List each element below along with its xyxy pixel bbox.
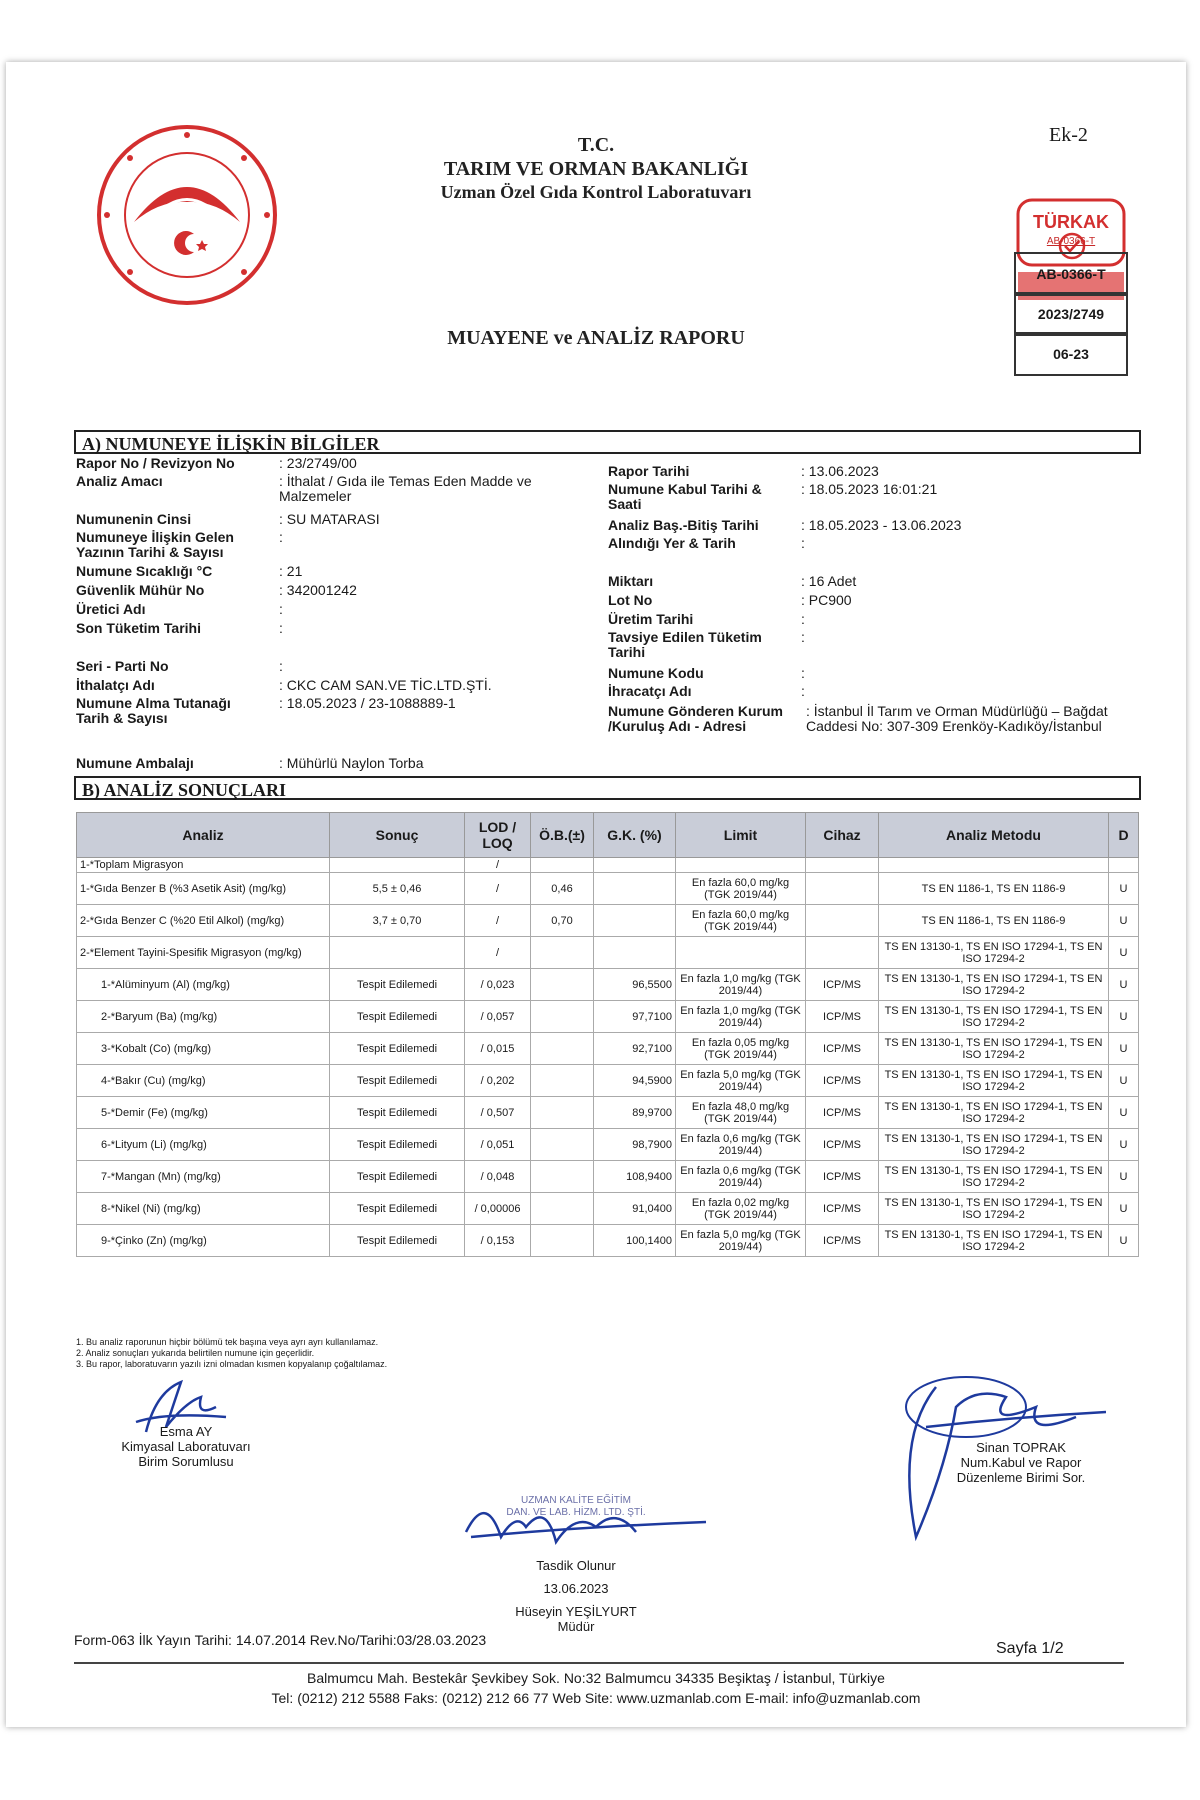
table-row (77, 1097, 1139, 1129)
cell-lod: / 0,00006 (465, 1193, 531, 1225)
table-row (77, 1193, 1139, 1225)
section-b-title: B) ANALİZ SONUÇLARI (74, 776, 1141, 800)
cell-lod: / (465, 873, 531, 905)
cell-gk: 100,1400 (594, 1225, 676, 1257)
label-analiz-tarih: Analiz Baş.-Bitiş Tarihi (608, 517, 759, 533)
turkak-code: AB-0366-T (1046, 236, 1096, 247)
cell-gk (594, 858, 676, 873)
table-row (77, 905, 1139, 937)
col-metod: Analiz Metodu (879, 813, 1109, 858)
ek-label: Ek-2 (1049, 124, 1088, 146)
value-kabul-tarihi: : 18.05.2023 16:01:21 (801, 481, 938, 497)
value-numune-cinsi: : SU MATARASI (279, 511, 380, 527)
cell-gk: 98,7900 (594, 1129, 676, 1161)
value-muhur-no: : 342001242 (279, 582, 357, 598)
cell-gk (594, 873, 676, 905)
cell-cihaz: ICP/MS (806, 969, 879, 1001)
cell-d: U (1109, 1001, 1139, 1033)
label-alindigi-yer: Alındığı Yer & Tarih (608, 535, 736, 551)
cell-cihaz: ICP/MS (806, 1193, 879, 1225)
cell-sonuc: 5,5 ± 0,46 (330, 873, 465, 905)
value-analiz-amaci: : İthalat / Gıda ile Temas Eden Madde ve Malzemeler (279, 473, 532, 504)
cell-analiz: 9-*Çinko (Zn) (mg/kg) (77, 1225, 330, 1257)
cell-analiz: 8-*Nikel (Ni) (mg/kg) (77, 1193, 330, 1225)
value-rapor-no: : 23/2749/00 (279, 455, 357, 471)
cell-lod: / 0,015 (465, 1033, 531, 1065)
value-gelen-yazi: : (279, 529, 283, 545)
signature-center (476, 1558, 676, 1634)
cell-analiz: 1-*Gıda Benzer B (%3 Asetik Asit) (mg/kg) (77, 873, 330, 905)
cell-sonuc: Tespit Edilemedi (330, 1065, 465, 1097)
cell-cihaz (806, 873, 879, 905)
cell-metod: TS EN 13130-1, TS EN ISO 17294-1, TS EN ISO 17294-2 (879, 1225, 1109, 1257)
table-row (77, 858, 1139, 873)
cell-d: U (1109, 937, 1139, 969)
cell-gk: 96,5500 (594, 969, 676, 1001)
value-alma-tutanagi: : 18.05.2023 / 23-1088889-1 (279, 695, 456, 711)
value-analiz-tarih: : 18.05.2023 - 13.06.2023 (801, 517, 962, 533)
label-gonderen-kurum: Numune Gönderen Kurum /Kuruluş Adı - Adresi (608, 703, 784, 734)
label-numune-cinsi: Numunenin Cinsi (76, 511, 192, 527)
col-sonuc: Sonuç (330, 813, 465, 858)
cell-d: U (1109, 1065, 1139, 1097)
header-laboratory: Uzman Özel Gıda Kontrol Laboratuvarı (440, 182, 752, 202)
cell-analiz: 6-*Lityum (Li) (mg/kg) (77, 1129, 330, 1161)
cell-sonuc: Tespit Edilemedi (330, 1129, 465, 1161)
cell-limit: En fazla 5,0 mg/kg (TGK 2019/44) (676, 1065, 806, 1097)
cell-metod (879, 858, 1109, 873)
value-alindigi-yer: : (801, 535, 805, 551)
table-row (77, 1161, 1139, 1193)
cell-limit: En fazla 0,05 mg/kg (TGK 2019/44) (676, 1033, 806, 1065)
table-row (77, 873, 1139, 905)
cell-limit (676, 858, 806, 873)
stamp-line: DAN. VE LAB. HİZM. LTD. ŞTİ. (506, 1507, 646, 1518)
label-kabul-tarihi: Numune Kabul Tarihi & Saati (608, 481, 762, 512)
signer-dept: Num.Kabul ve Rapor (960, 1455, 1082, 1470)
table-row (77, 937, 1139, 969)
cell-lod: / 0,048 (465, 1161, 531, 1193)
report-title: MUAYENE ve ANALİZ RAPORU (447, 327, 745, 349)
cell-metod: TS EN 13130-1, TS EN ISO 17294-1, TS EN ISO 17294-2 (879, 969, 1109, 1001)
signer-role: Birim Sorumlusu (138, 1454, 234, 1469)
cell-limit: En fazla 1,0 mg/kg (TGK 2019/44) (676, 1001, 806, 1033)
cell-analiz: 1-*Alüminyum (Al) (mg/kg) (77, 969, 330, 1001)
cell-ob (531, 937, 594, 969)
signer-dept: Kimyasal Laboratuvarı (121, 1439, 251, 1454)
value-son-tuketim: : (279, 620, 283, 636)
value-sicaklik: : 21 (279, 563, 303, 579)
cell-limit: En fazla 0,6 mg/kg (TGK 2019/44) (676, 1161, 806, 1193)
cell-limit (676, 937, 806, 969)
header-line-tc: T.C. (577, 134, 615, 156)
table-row (77, 1225, 1139, 1257)
cell-metod: TS EN 13130-1, TS EN ISO 17294-1, TS EN ISO 17294-2 (879, 937, 1109, 969)
cell-metod: TS EN 13130-1, TS EN ISO 17294-1, TS EN ISO 17294-2 (879, 1065, 1109, 1097)
label-sicaklik: Numune Sıcaklığı °C (76, 563, 213, 579)
cell-metod: TS EN 13130-1, TS EN ISO 17294-1, TS EN ISO 17294-2 (879, 1097, 1109, 1129)
value-ihracatci: : (801, 683, 805, 699)
cell-sonuc: Tespit Edilemedi (330, 1193, 465, 1225)
cell-cihaz: ICP/MS (806, 1001, 879, 1033)
code-accreditation: AB-0366-T (1014, 252, 1128, 296)
cell-ob (531, 1065, 594, 1097)
label-analiz-amaci: Analiz Amacı (76, 473, 163, 489)
label-rapor-no: Rapor No / Revizyon No (76, 455, 235, 471)
cell-ob (531, 1001, 594, 1033)
cell-metod: TS EN 13130-1, TS EN ISO 17294-1, TS EN ISO 17294-2 (879, 1193, 1109, 1225)
cell-cihaz: ICP/MS (806, 1065, 879, 1097)
col-cihaz: Cihaz (806, 813, 879, 858)
header-ministry: TARIM VE ORMAN BAKANLIĞI (443, 158, 749, 180)
cell-sonuc: Tespit Edilemedi (330, 1225, 465, 1257)
cell-analiz: 2-*Element Tayini-Spesifik Migrasyon (mg/kg) (77, 937, 330, 969)
signer-name: Sinan TOPRAK (976, 1440, 1066, 1455)
cell-lod: / (465, 905, 531, 937)
label-ambalaj: Numune Ambalajı (76, 755, 194, 771)
value-numune-kodu: : (801, 665, 805, 681)
cell-d: U (1109, 1033, 1139, 1065)
cell-lod: / 0,057 (465, 1001, 531, 1033)
cell-ob (531, 1193, 594, 1225)
label-lot-no: Lot No (608, 592, 653, 608)
cell-analiz: 2-*Gıda Benzer C (%20 Etil Alkol) (mg/kg) (77, 905, 330, 937)
cell-analiz: 4-*Bakır (Cu) (mg/kg) (77, 1065, 330, 1097)
cell-gk (594, 905, 676, 937)
value-ambalaj: : Mühürlü Naylon Torba (279, 755, 424, 771)
cell-cihaz: ICP/MS (806, 1033, 879, 1065)
cell-d: U (1109, 1225, 1139, 1257)
cell-ob (531, 858, 594, 873)
cell-metod: TS EN 1186-1, TS EN 1186-9 (879, 873, 1109, 905)
cell-d (1109, 858, 1139, 873)
cell-d: U (1109, 873, 1139, 905)
results-body (77, 858, 1139, 1257)
cell-gk: 92,7100 (594, 1033, 676, 1065)
cell-d: U (1109, 1161, 1139, 1193)
value-lot-no: : PC900 (801, 592, 852, 608)
value-gonderen-kurum: : İstanbul İl Tarım ve Orman Müdürlüğü – Bağdat Caddesi No: 307-309 Erenköy-Kadıköy/İstanbul (806, 703, 1108, 734)
col-d: D (1109, 813, 1139, 858)
cell-ob: 0,70 (531, 905, 594, 937)
cell-metod: TS EN 1186-1, TS EN 1186-9 (879, 905, 1109, 937)
value-uretici: : (279, 601, 283, 617)
col-gk: G.K. (%) (594, 813, 676, 858)
cell-metod: TS EN 13130-1, TS EN ISO 17294-1, TS EN ISO 17294-2 (879, 1129, 1109, 1161)
label-uretici: Üretici Adı (76, 601, 146, 617)
cell-sonuc (330, 858, 465, 873)
table-row (77, 969, 1139, 1001)
cell-lod: / 0,051 (465, 1129, 531, 1161)
cell-sonuc: Tespit Edilemedi (330, 1161, 465, 1193)
code-period: 06-23 (1014, 332, 1128, 376)
table-row (77, 1129, 1139, 1161)
cell-limit: En fazla 0,6 mg/kg (TGK 2019/44) (676, 1129, 806, 1161)
col-limit: Limit (676, 813, 806, 858)
signature-right (936, 1440, 1106, 1485)
cell-analiz: 5-*Demir (Fe) (mg/kg) (77, 1097, 330, 1129)
cell-cihaz: ICP/MS (806, 1097, 879, 1129)
cell-sonuc: Tespit Edilemedi (330, 1097, 465, 1129)
cell-gk: 91,0400 (594, 1193, 676, 1225)
code-report-no: 2023/2749 (1014, 292, 1128, 336)
cell-limit: En fazla 60,0 mg/kg (TGK 2019/44) (676, 905, 806, 937)
cell-cihaz (806, 937, 879, 969)
certified-date: 13.06.2023 (543, 1581, 609, 1596)
label-ithalatci: İthalatçı Adı (76, 677, 155, 693)
cell-ob: 0,46 (531, 873, 594, 905)
cell-analiz: 1-*Toplam Migrasyon (77, 858, 330, 873)
value-seri-parti: : (279, 658, 283, 674)
cell-cihaz: ICP/MS (806, 1225, 879, 1257)
cell-sonuc (330, 937, 465, 969)
note-item: 3. Bu rapor, laboratuvarın yazılı izni olmadan kısmen kopyalanıp çoğaltılamaz. (76, 1359, 388, 1369)
cell-ob (531, 1161, 594, 1193)
cell-limit: En fazla 60,0 mg/kg (TGK 2019/44) (676, 873, 806, 905)
cell-limit: En fazla 5,0 mg/kg (TGK 2019/44) (676, 1225, 806, 1257)
certified-label: Tasdik Olunur (536, 1558, 616, 1573)
cell-d: U (1109, 1097, 1139, 1129)
label-tavsiye-tuketim: Tavsiye Edilen Tüketim Tarihi (608, 629, 762, 660)
label-uretim-tarihi: Üretim Tarihi (608, 611, 694, 627)
cell-gk: 89,9700 (594, 1097, 676, 1129)
cell-analiz: 3-*Kobalt (Co) (mg/kg) (77, 1033, 330, 1065)
label-seri-parti: Seri - Parti No (76, 658, 169, 674)
value-miktar: : 16 Adet (801, 573, 857, 589)
table-row (77, 1033, 1139, 1065)
section-a-title: A) NUMUNEYE İLİŞKİN BİLGİLER (74, 430, 1141, 454)
label-numune-kodu: Numune Kodu (608, 665, 704, 681)
label-alma-tutanagi: Numune Alma Tutanağı Tarih & Sayısı (76, 695, 231, 726)
cell-sonuc: Tespit Edilemedi (330, 1033, 465, 1065)
signer-name: Esma AY (159, 1424, 213, 1439)
cell-lod: / (465, 937, 531, 969)
value-tavsiye-tuketim: : (801, 629, 805, 645)
stamp-line: UZMAN KALİTE EĞİTİM (520, 1495, 631, 1506)
report-page (6, 62, 1186, 1727)
svg-text:TÜRKAK: TÜRKAK (1033, 212, 1109, 232)
cell-ob (531, 1225, 594, 1257)
col-analiz: Analiz (77, 813, 330, 858)
cell-ob (531, 1097, 594, 1129)
cell-d: U (1109, 969, 1139, 1001)
col-lod: LOD / LOQ (465, 813, 531, 858)
note-item: 2. Analiz sonuçları yukarıda belirtilen numune için geçerlidir. (76, 1348, 315, 1358)
col-ob: Ö.B.(±) (531, 813, 594, 858)
cell-limit: En fazla 48,0 mg/kg (TGK 2019/44) (676, 1097, 806, 1129)
cell-sonuc: 3,7 ± 0,70 (330, 905, 465, 937)
value-rapor-tarihi: : 13.06.2023 (801, 463, 879, 479)
cell-d: U (1109, 1129, 1139, 1161)
page-number: Sayfa 1/2 (996, 1640, 1064, 1657)
cell-lod: / 0,153 (465, 1225, 531, 1257)
cell-analiz: 2-*Baryum (Ba) (mg/kg) (77, 1001, 330, 1033)
cell-lod: / (465, 858, 531, 873)
label-muhur-no: Güvenlik Mühür No (76, 582, 205, 598)
cell-d: U (1109, 1193, 1139, 1225)
cell-gk: 97,7100 (594, 1001, 676, 1033)
form-info: Form-063 İlk Yayın Tarihi: 14.07.2014 Rev.No/Tarihi:03/28.03.2023 (74, 1632, 487, 1648)
cell-lod: / 0,507 (465, 1097, 531, 1129)
footer-contact: Tel: (0212) 212 5588 Faks: (0212) 212 66 77 Web Site: www.uzmanlab.com E-mail: info@uzmanlab.com (271, 1690, 921, 1706)
cell-cihaz: ICP/MS (806, 1129, 879, 1161)
cell-gk: 94,5900 (594, 1065, 676, 1097)
label-miktar: Miktarı (608, 573, 654, 589)
cell-sonuc: Tespit Edilemedi (330, 969, 465, 1001)
results-header-row (77, 813, 1139, 858)
table-row (77, 1065, 1139, 1097)
cell-gk: 108,9400 (594, 1161, 676, 1193)
cell-gk (594, 937, 676, 969)
cell-metod: TS EN 13130-1, TS EN ISO 17294-1, TS EN ISO 17294-2 (879, 1001, 1109, 1033)
label-ihracatci: İhracatçı Adı (608, 683, 692, 699)
value-ithalatci: : CKC CAM SAN.VE TİC.LTD.ŞTİ. (279, 677, 492, 693)
cell-ob (531, 969, 594, 1001)
cell-analiz: 7-*Mangan (Mn) (mg/kg) (77, 1161, 330, 1193)
cell-ob (531, 1033, 594, 1065)
label-rapor-tarihi: Rapor Tarihi (608, 463, 690, 479)
cell-metod: TS EN 13130-1, TS EN ISO 17294-1, TS EN ISO 17294-2 (879, 1033, 1109, 1065)
note-item: 1. Bu analiz raporunun hiçbir bölümü tek başına veya ayrı ayrı kullanılamaz. (76, 1337, 379, 1347)
signer-role: Müdür (557, 1619, 595, 1634)
results-table (76, 812, 1139, 1257)
cell-lod: / 0,202 (465, 1065, 531, 1097)
footer-divider (74, 1662, 1124, 1664)
cell-ob (531, 1129, 594, 1161)
signature-left (101, 1424, 271, 1469)
label-gelen-yazi: Numuneye İlişkin Gelen Yazının Tarihi & Sayısı (76, 529, 234, 560)
label-son-tuketim: Son Tüketim Tarihi (76, 620, 201, 636)
signer-role: Düzenleme Birimi Sor. (956, 1470, 1086, 1485)
cell-cihaz (806, 905, 879, 937)
cell-limit: En fazla 0,02 mg/kg (TGK 2019/44) (676, 1193, 806, 1225)
cell-sonuc: Tespit Edilemedi (330, 1001, 465, 1033)
cell-lod: / 0,023 (465, 969, 531, 1001)
value-uretim-tarihi: : (801, 611, 805, 627)
cell-metod: TS EN 13130-1, TS EN ISO 17294-1, TS EN ISO 17294-2 (879, 1161, 1109, 1193)
cell-d: U (1109, 905, 1139, 937)
cell-limit: En fazla 1,0 mg/kg (TGK 2019/44) (676, 969, 806, 1001)
cell-cihaz (806, 858, 879, 873)
table-row (77, 1001, 1139, 1033)
signer-name: Hüseyin YEŞİLYURT (515, 1604, 637, 1619)
cell-cihaz: ICP/MS (806, 1161, 879, 1193)
footer-address: Balmumcu Mah. Bestekâr Şevkibey Sok. No:32 Balmumcu 34335 Beşiktaş / İstanbul, Türkiye (307, 1670, 885, 1686)
